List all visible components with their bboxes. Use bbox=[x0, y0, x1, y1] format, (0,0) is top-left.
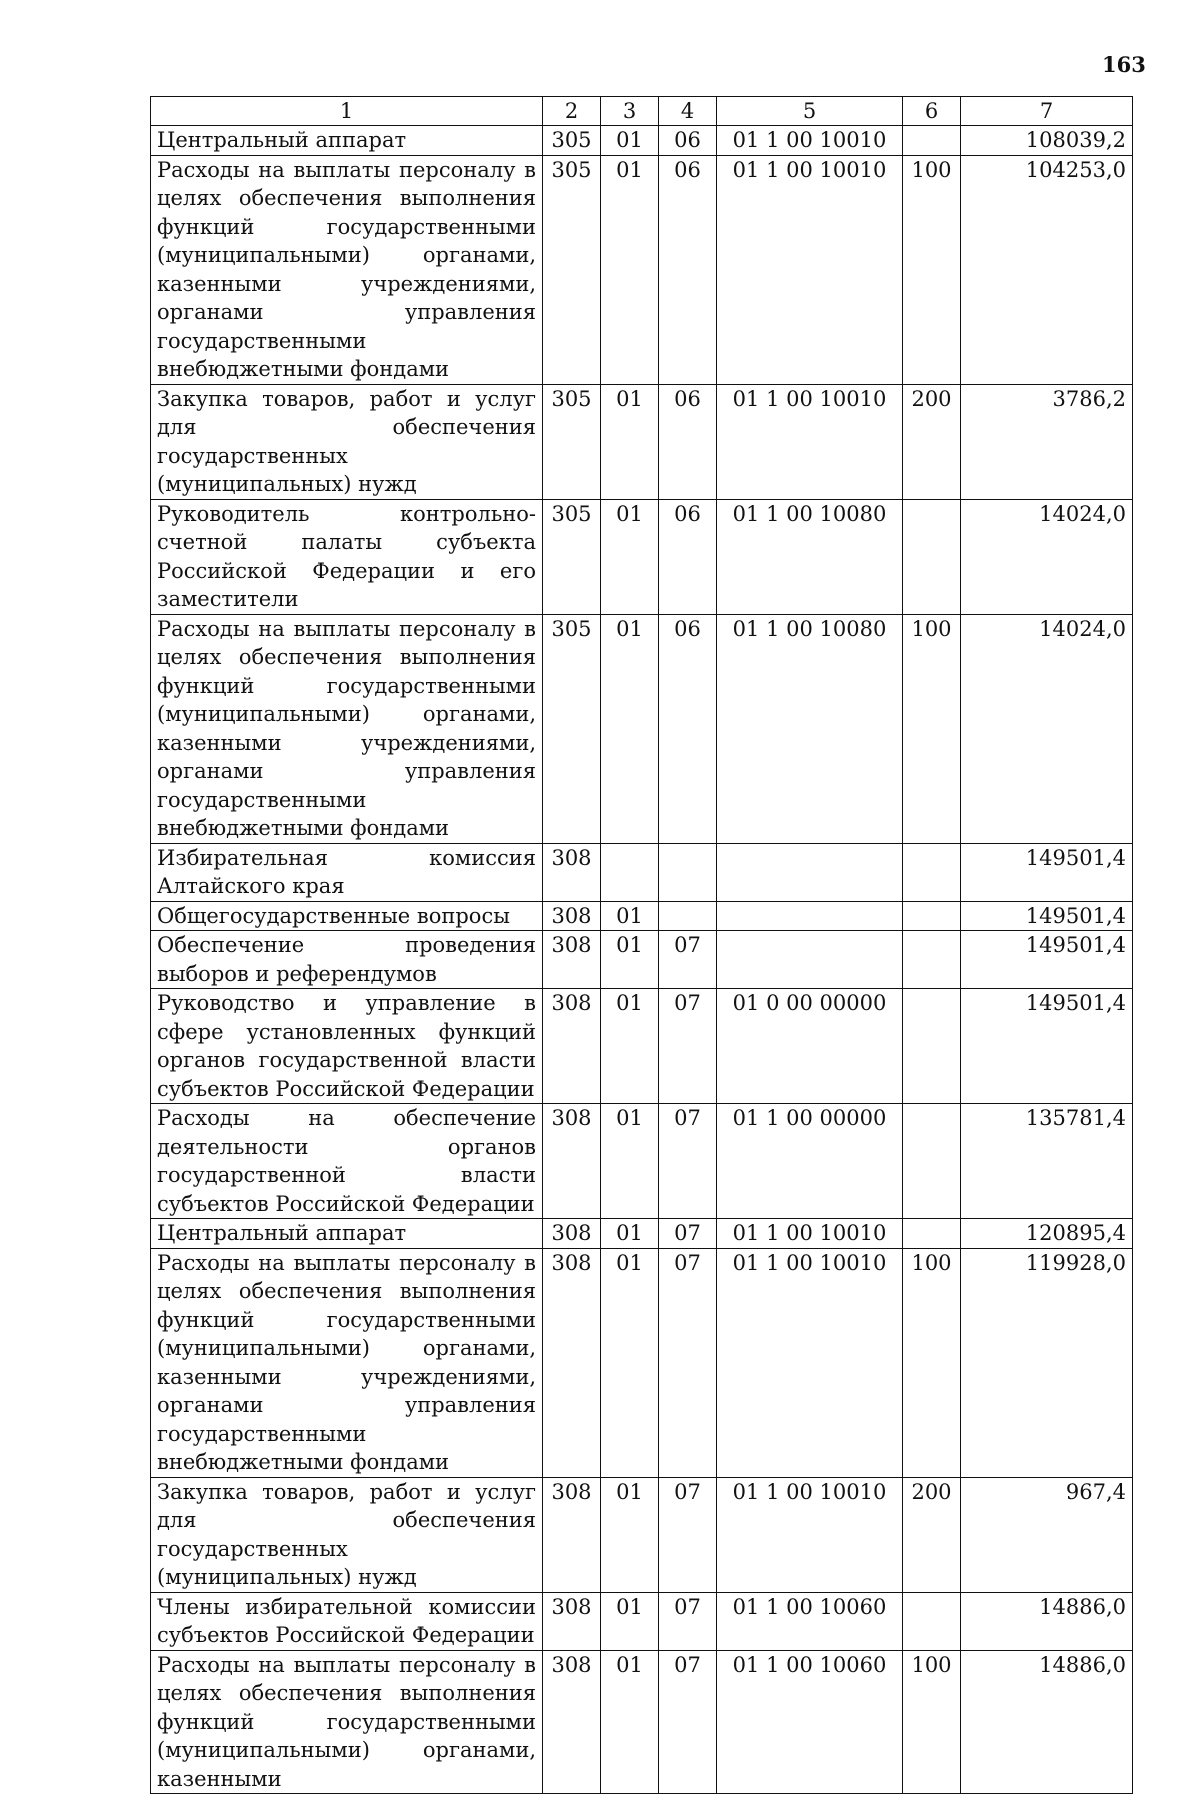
target-article-code-cell: 01 1 00 10010 bbox=[717, 384, 903, 499]
target-article-code-cell bbox=[717, 931, 903, 989]
amount-cell: 104253,0 bbox=[961, 155, 1133, 384]
table-body bbox=[151, 97, 1133, 1794]
subsection-code-cell: 07 bbox=[659, 1104, 717, 1219]
subsection-code-cell: 06 bbox=[659, 614, 717, 843]
subsection-code-cell: 07 bbox=[659, 1592, 717, 1650]
table-row bbox=[151, 931, 1133, 989]
item-name-cell: Обеспечение проведения выборов и референдумов bbox=[151, 931, 543, 989]
ministry-code-cell: 308 bbox=[543, 1219, 601, 1249]
section-code-cell: 01 bbox=[601, 126, 659, 156]
section-code-cell: 01 bbox=[601, 1219, 659, 1249]
item-name-cell: Расходы на выплаты персоналу в целях обеспечения выполнения функций государственными (муниципальными) органами, казенными учреждениями, органами управления государственными внебюджетными фондами bbox=[151, 155, 543, 384]
target-article-code-cell: 01 1 00 10060 bbox=[717, 1592, 903, 1650]
item-name-cell: Руководитель контрольно-счетной палаты субъекта Российской Федерации и его заместители bbox=[151, 499, 543, 614]
table-row bbox=[151, 989, 1133, 1104]
expense-type-code-cell bbox=[903, 989, 961, 1104]
table-row bbox=[151, 901, 1133, 931]
table-row bbox=[151, 1248, 1133, 1477]
expense-type-code-cell bbox=[903, 499, 961, 614]
subsection-code-cell: 07 bbox=[659, 989, 717, 1104]
section-code-cell: 01 bbox=[601, 499, 659, 614]
target-article-code-cell: 01 1 00 10010 bbox=[717, 1219, 903, 1249]
column-number-6: 6 bbox=[903, 97, 961, 126]
section-code-cell: 01 bbox=[601, 614, 659, 843]
table-row bbox=[151, 843, 1133, 901]
ministry-code-cell: 308 bbox=[543, 901, 601, 931]
amount-cell: 14024,0 bbox=[961, 614, 1133, 843]
target-article-code-cell: 01 1 00 10010 bbox=[717, 1248, 903, 1477]
subsection-code-cell: 06 bbox=[659, 499, 717, 614]
item-name-cell: Центральный аппарат bbox=[151, 126, 543, 156]
item-name-cell: Руководство и управление в сфере установленных функций органов государственной власти субъектов Российской Федерации bbox=[151, 989, 543, 1104]
table-row bbox=[151, 499, 1133, 614]
amount-cell: 14886,0 bbox=[961, 1592, 1133, 1650]
expense-type-code-cell: 100 bbox=[903, 1248, 961, 1477]
table-row bbox=[151, 155, 1133, 384]
subsection-code-cell: 06 bbox=[659, 155, 717, 384]
ministry-code-cell: 308 bbox=[543, 1592, 601, 1650]
table-row bbox=[151, 614, 1133, 843]
section-code-cell: 01 bbox=[601, 931, 659, 989]
item-name-cell: Расходы на выплаты персоналу в целях обеспечения выполнения функций государственными (муниципальными) органами, казенными bbox=[151, 1650, 543, 1794]
section-code-cell: 01 bbox=[601, 155, 659, 384]
expense-type-code-cell bbox=[903, 1592, 961, 1650]
item-name-cell: Общегосударственные вопросы bbox=[151, 901, 543, 931]
amount-cell: 149501,4 bbox=[961, 901, 1133, 931]
expense-type-code-cell: 100 bbox=[903, 155, 961, 384]
target-article-code-cell: 01 1 00 10080 bbox=[717, 614, 903, 843]
amount-cell: 967,4 bbox=[961, 1477, 1133, 1592]
column-number-5: 5 bbox=[717, 97, 903, 126]
expense-type-code-cell bbox=[903, 1104, 961, 1219]
section-code-cell: 01 bbox=[601, 1477, 659, 1592]
expense-type-code-cell: 200 bbox=[903, 1477, 961, 1592]
section-code-cell: 01 bbox=[601, 901, 659, 931]
section-code-cell: 01 bbox=[601, 1104, 659, 1219]
amount-cell: 149501,4 bbox=[961, 989, 1133, 1104]
target-article-code-cell: 01 1 00 00000 bbox=[717, 1104, 903, 1219]
subsection-code-cell bbox=[659, 843, 717, 901]
table-row bbox=[151, 1104, 1133, 1219]
table-row bbox=[151, 384, 1133, 499]
target-article-code-cell bbox=[717, 901, 903, 931]
item-name-cell: Расходы на выплаты персоналу в целях обеспечения выполнения функций государственными (муниципальными) органами, казенными учреждениями, органами управления государственными внебюджетными фондами bbox=[151, 614, 543, 843]
column-number-4: 4 bbox=[659, 97, 717, 126]
ministry-code-cell: 305 bbox=[543, 499, 601, 614]
ministry-code-cell: 308 bbox=[543, 1650, 601, 1794]
section-code-cell: 01 bbox=[601, 1650, 659, 1794]
amount-cell: 149501,4 bbox=[961, 843, 1133, 901]
target-article-code-cell: 01 1 00 10060 bbox=[717, 1650, 903, 1794]
section-code-cell: 01 bbox=[601, 1592, 659, 1650]
item-name-cell: Расходы на обеспечение деятельности органов государственной власти субъектов Российской Федерации bbox=[151, 1104, 543, 1219]
column-number-row bbox=[151, 97, 1133, 126]
ministry-code-cell: 305 bbox=[543, 155, 601, 384]
subsection-code-cell: 07 bbox=[659, 1248, 717, 1477]
target-article-code-cell: 01 1 00 10010 bbox=[717, 126, 903, 156]
expense-type-code-cell bbox=[903, 931, 961, 989]
subsection-code-cell: 06 bbox=[659, 126, 717, 156]
budget-table bbox=[150, 96, 1133, 1794]
subsection-code-cell: 07 bbox=[659, 1650, 717, 1794]
amount-cell: 119928,0 bbox=[961, 1248, 1133, 1477]
table-row bbox=[151, 1477, 1133, 1592]
amount-cell: 14024,0 bbox=[961, 499, 1133, 614]
section-code-cell: 01 bbox=[601, 989, 659, 1104]
ministry-code-cell: 308 bbox=[543, 843, 601, 901]
ministry-code-cell: 305 bbox=[543, 126, 601, 156]
ministry-code-cell: 308 bbox=[543, 989, 601, 1104]
item-name-cell: Члены избирательной комиссии субъектов Российской Федерации bbox=[151, 1592, 543, 1650]
ministry-code-cell: 308 bbox=[543, 931, 601, 989]
target-article-code-cell: 01 1 00 10010 bbox=[717, 155, 903, 384]
expense-type-code-cell bbox=[903, 1219, 961, 1249]
target-article-code-cell: 01 1 00 10080 bbox=[717, 499, 903, 614]
column-number-1: 1 bbox=[151, 97, 543, 126]
amount-cell: 135781,4 bbox=[961, 1104, 1133, 1219]
column-number-2: 2 bbox=[543, 97, 601, 126]
item-name-cell: Избирательная комиссия Алтайского края bbox=[151, 843, 543, 901]
section-code-cell: 01 bbox=[601, 1248, 659, 1477]
table-row bbox=[151, 1219, 1133, 1249]
expense-type-code-cell: 100 bbox=[903, 1650, 961, 1794]
amount-cell: 108039,2 bbox=[961, 126, 1133, 156]
section-code-cell bbox=[601, 843, 659, 901]
expense-type-code-cell: 200 bbox=[903, 384, 961, 499]
expense-type-code-cell bbox=[903, 843, 961, 901]
ministry-code-cell: 305 bbox=[543, 614, 601, 843]
table-row bbox=[151, 126, 1133, 156]
target-article-code-cell: 01 1 00 10010 bbox=[717, 1477, 903, 1592]
target-article-code-cell: 01 0 00 00000 bbox=[717, 989, 903, 1104]
subsection-code-cell: 06 bbox=[659, 384, 717, 499]
expense-type-code-cell bbox=[903, 901, 961, 931]
column-number-3: 3 bbox=[601, 97, 659, 126]
expense-type-code-cell bbox=[903, 126, 961, 156]
column-number-7: 7 bbox=[961, 97, 1133, 126]
table-row bbox=[151, 1592, 1133, 1650]
expense-type-code-cell: 100 bbox=[903, 614, 961, 843]
amount-cell: 3786,2 bbox=[961, 384, 1133, 499]
amount-cell: 149501,4 bbox=[961, 931, 1133, 989]
ministry-code-cell: 305 bbox=[543, 384, 601, 499]
section-code-cell: 01 bbox=[601, 384, 659, 499]
item-name-cell: Центральный аппарат bbox=[151, 1219, 543, 1249]
amount-cell: 120895,4 bbox=[961, 1219, 1133, 1249]
ministry-code-cell: 308 bbox=[543, 1477, 601, 1592]
item-name-cell: Закупка товаров, работ и услуг для обеспечения государственных (муниципальных) нужд bbox=[151, 384, 543, 499]
subsection-code-cell bbox=[659, 901, 717, 931]
table-row bbox=[151, 1650, 1133, 1794]
item-name-cell: Закупка товаров, работ и услуг для обеспечения государственных (муниципальных) нужд bbox=[151, 1477, 543, 1592]
ministry-code-cell: 308 bbox=[543, 1104, 601, 1219]
page-number: 163 bbox=[1102, 52, 1146, 77]
subsection-code-cell: 07 bbox=[659, 1477, 717, 1592]
target-article-code-cell bbox=[717, 843, 903, 901]
ministry-code-cell: 308 bbox=[543, 1248, 601, 1477]
amount-cell: 14886,0 bbox=[961, 1650, 1133, 1794]
subsection-code-cell: 07 bbox=[659, 931, 717, 989]
item-name-cell: Расходы на выплаты персоналу в целях обеспечения выполнения функций государственными (муниципальными) органами, казенными учреждениями, органами управления государственными внебюджетными фондами bbox=[151, 1248, 543, 1477]
subsection-code-cell: 07 bbox=[659, 1219, 717, 1249]
